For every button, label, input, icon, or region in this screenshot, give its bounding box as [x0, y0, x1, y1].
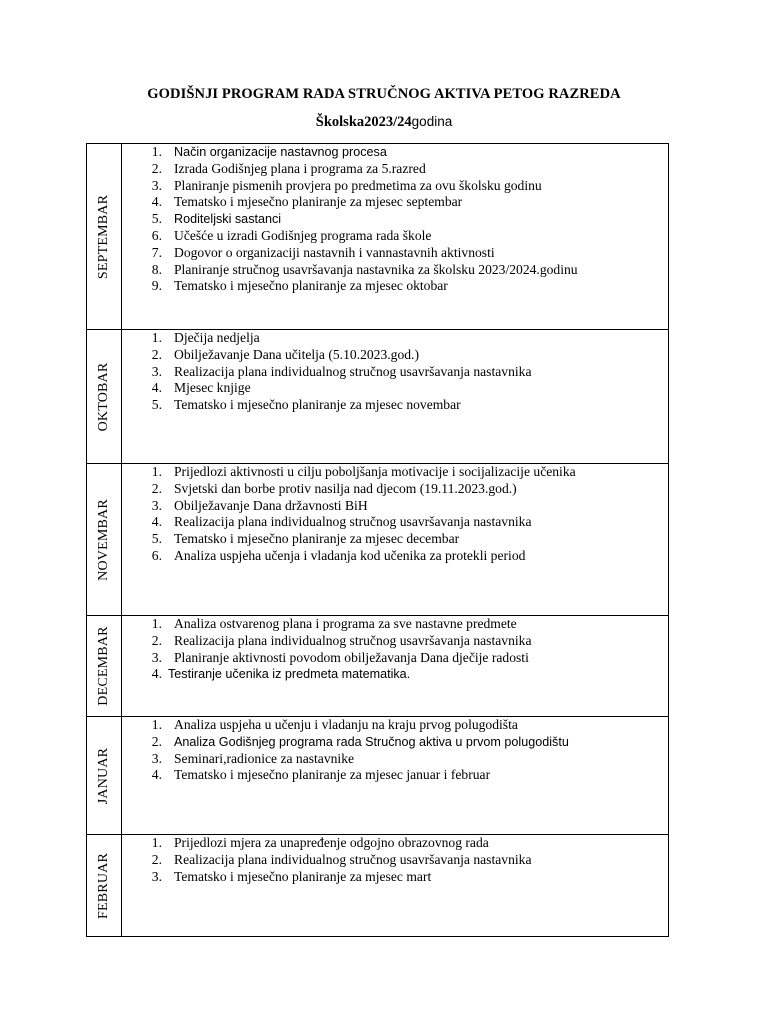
list-item — [122, 531, 668, 548]
item-text: Tematsko i mjesečno planiranje za mjesec januar i februar — [174, 767, 491, 783]
item-number: 3. — [151, 177, 162, 193]
item-number: 1. — [151, 835, 162, 850]
document-title: GODIŠNJI PROGRAM RADA STRUČNOG AKTIVA PETOG RAZREDA — [147, 86, 621, 102]
item-text: Analiza uspjeha učenja i vladanja kod učenika za protekli period — [174, 547, 526, 563]
item-number: 6. — [151, 547, 162, 563]
item-number: 8. — [151, 261, 162, 277]
item-number: 1. — [151, 464, 162, 479]
item-text: Mjesec knjige — [174, 380, 251, 396]
month-label-oktobar: OKTOBAR — [96, 362, 111, 431]
item-text: Realizacija plana individualnog stručnog usavršavanja nastavnika — [174, 632, 532, 648]
item-text: Tematsko i mjesečno planiranje za mjesec decembar — [174, 531, 460, 547]
item-text: Realizacija plana individualnog stručnog usavršavanja nastavnika — [174, 851, 532, 867]
item-text: Tematsko i mjesečno planiranje za mjesec septembar — [174, 194, 463, 210]
item-text: Tematsko i mjesečno planiranje za mjesec novembar — [174, 397, 461, 413]
list-item — [122, 852, 668, 869]
month-items-list — [122, 144, 668, 295]
list-item — [122, 262, 668, 279]
item-text: Realizacija plana individualnog stručnog usavršavanja nastavnika — [174, 514, 532, 530]
item-number: 1. — [151, 616, 162, 631]
item-text: Prijedlozi aktivnosti u cilju poboljšanja motivacije i socijalizacije učenika — [174, 464, 576, 479]
month-row-februar — [87, 835, 669, 937]
item-number: 4. — [151, 514, 162, 530]
month-row-januar — [87, 717, 669, 835]
month-items-list — [122, 464, 668, 565]
month-label-novembar: NOVEMBAR — [96, 498, 111, 581]
list-item — [122, 481, 668, 498]
list-item — [122, 498, 668, 515]
item-number: 3. — [151, 363, 162, 379]
item-number: 5. — [151, 531, 162, 547]
month-label-septembar: SEPTEMBAR — [96, 194, 111, 279]
list-item — [122, 330, 668, 347]
item-text: Dogovor o organizaciji nastavnih i vannastavnih aktivnosti — [174, 244, 495, 260]
item-text: Obilježavanje Dana državnosti BiH — [174, 497, 368, 513]
document-subtitle — [0, 114, 768, 131]
item-text: Planiranje stručnog usavršavanja nastavnika za školsku 2023/2024.godinu — [174, 261, 578, 277]
list-item — [122, 161, 668, 178]
items-cell — [122, 464, 669, 616]
item-text: Roditeljski sastanci — [174, 212, 282, 227]
item-number: 5. — [151, 211, 162, 227]
item-number: 1. — [151, 144, 162, 159]
item-number: 1. — [151, 717, 162, 732]
list-item — [122, 751, 668, 768]
list-item — [122, 633, 668, 650]
month-cell — [87, 616, 122, 717]
item-text: Dječija nedjelja — [174, 330, 260, 345]
month-cell — [87, 330, 122, 464]
list-item — [122, 178, 668, 195]
list-item — [122, 347, 668, 364]
item-number: 2. — [151, 346, 162, 362]
list-item — [122, 397, 668, 414]
items-cell — [122, 330, 669, 464]
item-number: 2. — [151, 851, 162, 867]
month-items-list — [122, 835, 668, 885]
list-item — [122, 734, 668, 751]
item-text: Učešće u izradi Godišnjeg programa rada škole — [174, 227, 432, 243]
list-item — [122, 548, 668, 565]
item-number: 2. — [151, 160, 162, 176]
item-number: 3. — [151, 497, 162, 513]
list-item — [122, 464, 668, 481]
item-text: Planiranje pismenih provjera po predmetima za ovu školsku godinu — [174, 177, 542, 193]
month-items-list — [122, 616, 668, 683]
item-number: 2. — [151, 480, 162, 496]
month-cell — [87, 835, 122, 937]
items-cell — [122, 616, 669, 717]
item-text: Tematsko i mjesečno planiranje za mjesec oktobar — [174, 278, 448, 294]
month-items-list — [122, 330, 668, 414]
item-text: Analiza Godišnjeg programa rada Stručnog aktiva u prvom polugodištu — [174, 734, 569, 749]
item-text: Analiza ostvarenog plana i programa za sve nastavne predmete — [174, 616, 517, 631]
item-number: 5. — [151, 397, 162, 413]
list-item — [122, 211, 668, 228]
item-text: Prijedlozi mjera za unapređenje odgojno obrazovnog rada — [174, 835, 489, 850]
month-cell — [87, 464, 122, 616]
month-cell — [87, 144, 122, 330]
item-number: 6. — [151, 227, 162, 243]
item-number: 2. — [151, 733, 162, 749]
month-row-novembar — [87, 464, 669, 616]
list-item — [122, 245, 668, 262]
list-item — [122, 767, 668, 784]
list-item — [122, 228, 668, 245]
month-label-januar: JANUAR — [96, 747, 111, 804]
item-text: Obilježavanje Dana učitelja (5.10.2023.god.) — [174, 346, 419, 362]
item-text: Planiranje aktivnosti povodom obilježavanja Dana dječije radosti — [174, 649, 529, 665]
item-number: 3. — [151, 649, 162, 665]
item-text: Realizacija plana individualnog stručnog usavršavanja nastavnika — [174, 363, 532, 379]
items-cell — [122, 835, 669, 937]
item-text: Način organizacije nastavnog procesa — [174, 145, 387, 159]
item-number: 4. — [151, 666, 162, 682]
items-cell — [122, 144, 669, 330]
plan-table — [86, 143, 669, 937]
month-cell — [87, 717, 122, 835]
list-item — [122, 666, 668, 683]
items-cell — [122, 717, 669, 835]
item-text: Seminari,radionice za nastavnike — [174, 750, 355, 766]
list-item — [122, 278, 668, 295]
item-text: Testiranje učenika iz predmeta matematika. — [168, 667, 411, 682]
item-number: 4. — [151, 767, 162, 783]
month-row-septembar — [87, 144, 669, 330]
month-row-decembar — [87, 616, 669, 717]
item-number: 7. — [151, 244, 162, 260]
school-year-suffix: godina — [411, 114, 453, 129]
school-year: Školska2023/24 — [315, 114, 412, 130]
month-label-februar: FEBRUAR — [96, 852, 111, 919]
item-text: Tematsko i mjesečno planiranje za mjesec mart — [174, 868, 432, 884]
item-text: Svjetski dan borbe protiv nasilja nad djecom (19.11.2023.god.) — [174, 480, 517, 496]
list-item — [122, 869, 668, 886]
list-item — [122, 717, 668, 734]
item-number: 9. — [151, 278, 162, 294]
item-text: Analiza uspjeha u učenju i vladanju na kraju prvog polugodišta — [174, 717, 518, 732]
list-item — [122, 144, 668, 161]
month-label-decembar: DECEMBAR — [96, 626, 111, 706]
list-item — [122, 835, 668, 852]
item-number: 3. — [151, 750, 162, 766]
list-item — [122, 616, 668, 633]
list-item — [122, 194, 668, 211]
item-number: 4. — [151, 380, 162, 396]
month-row-oktobar — [87, 330, 669, 464]
list-item — [122, 650, 668, 667]
item-text: Izrada Godišnjeg plana i programa za 5.razred — [174, 160, 426, 176]
item-number: 4. — [151, 194, 162, 210]
list-item — [122, 380, 668, 397]
item-number: 3. — [151, 868, 162, 884]
list-item — [122, 514, 668, 531]
month-items-list — [122, 717, 668, 784]
list-item — [122, 364, 668, 381]
item-number: 2. — [151, 632, 162, 648]
item-number: 1. — [151, 330, 162, 345]
